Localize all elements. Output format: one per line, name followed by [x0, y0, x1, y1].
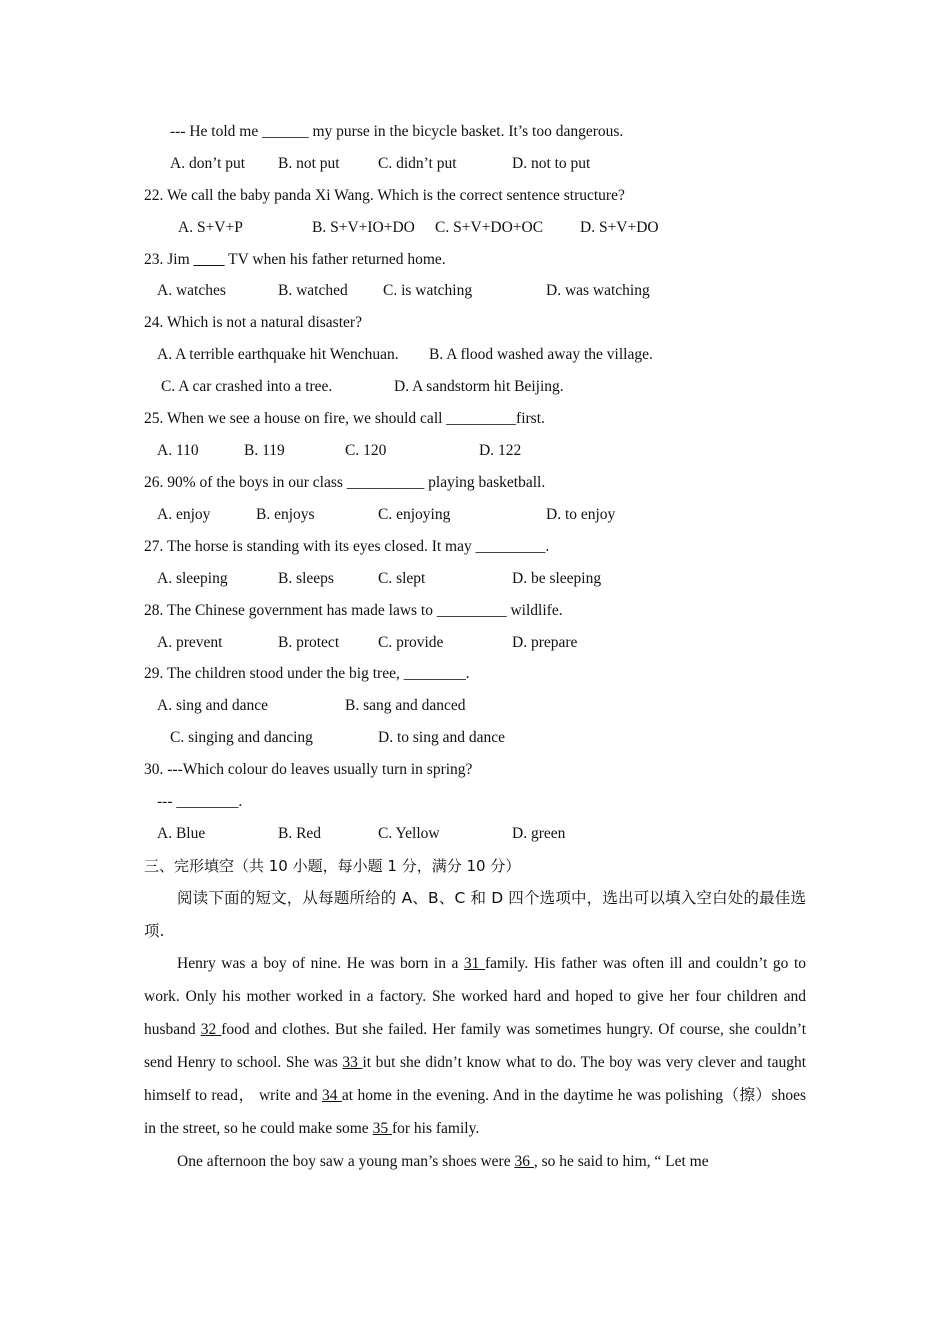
q23-option-d: D. was watching	[546, 282, 650, 299]
q29-option-d: D. to sing and dance	[378, 729, 505, 746]
q30-option-c: C. Yellow	[378, 825, 440, 842]
p1-text-6: for his family.	[391, 1120, 480, 1137]
q27-option-c: C. slept	[378, 570, 426, 587]
section3-instruction-block	[144, 882, 806, 948]
passage-paragraph-1	[144, 947, 806, 1145]
q30-option-b: B. Red	[278, 825, 322, 842]
q21-stem: --- He told me ______ my purse in the bicycle basket. It’s too dangerous.	[170, 123, 624, 140]
q22-stem: 22. We call the baby panda Xi Wang. Which is the correct sentence structure?	[144, 187, 625, 204]
q22-option-b: B. S+V+IO+DO	[312, 219, 415, 236]
q27-option-d: D. be sleeping	[512, 570, 602, 587]
q28-stem: 28. The Chinese government has made laws to _________ wildlife.	[144, 602, 563, 619]
q25-option-a: A. 110	[157, 442, 199, 459]
q24-option-d: D. A sandstorm hit Beijing.	[394, 378, 564, 395]
q22-option-c: C. S+V+DO+OC	[435, 219, 544, 236]
q25-stem: 25. When we see a house on fire, we should call _________first.	[144, 410, 545, 427]
q27-option-b: B. sleeps	[278, 570, 334, 587]
q25-option-d: D. 122	[479, 442, 522, 459]
blank-31: 31	[463, 955, 485, 972]
q26-stem: 26. 90% of the boys in our class __________ playing basketball.	[144, 474, 546, 491]
p1-text-4: it but she didn’t know what to do. The boy was very clever and taught himself to read， write and	[144, 1054, 807, 1104]
q30-option-a: A. Blue	[157, 825, 206, 842]
q28-option-d: D. prepare	[512, 634, 578, 651]
q21-option-b: B. not put	[278, 155, 340, 172]
q24-option-b: B. A flood washed away the village.	[429, 346, 653, 363]
q30-stem: 30. ---Which colour do leaves usually turn in spring?	[144, 761, 473, 778]
q30-answer-line: --- ________.	[157, 793, 243, 810]
blank-33: 33	[342, 1054, 363, 1071]
q23-stem-pre: 23. Jim	[144, 251, 194, 268]
q23-stem-post: TV when his father returned home.	[224, 251, 446, 268]
q28-option-c: C. provide	[378, 634, 444, 651]
q21-option-a: A. don’t put	[170, 155, 246, 172]
q24-stem: 24. Which is not a natural disaster?	[144, 314, 362, 331]
q29-option-a: A. sing and dance	[157, 697, 269, 714]
q28-option-a: A. prevent	[157, 634, 223, 651]
q24-option-c: C. A car crashed into a tree.	[161, 378, 333, 395]
q22-option-d: D. S+V+DO	[580, 219, 659, 236]
q26-option-a: A. enjoy	[157, 506, 211, 523]
q25-option-b: B. 119	[244, 442, 285, 459]
q23-option-b: B. watched	[278, 282, 348, 299]
blank-36: 36	[514, 1153, 534, 1170]
q23-option-c: C. is watching	[383, 282, 473, 299]
q26-option-d: D. to enjoy	[546, 506, 616, 523]
p2-text-2: , so he said to him, “ Let me	[533, 1153, 709, 1170]
q22-option-a: A. S+V+P	[178, 219, 243, 236]
blank-34: 34	[321, 1087, 342, 1104]
q29-stem: 29. The children stood under the big tree, ________.	[144, 665, 470, 682]
q29-option-c: C. singing and dancing	[170, 729, 313, 746]
q27-option-a: A. sleeping	[157, 570, 228, 587]
blank-35: 35	[372, 1120, 392, 1137]
q26-option-c: C. enjoying	[378, 506, 451, 523]
q21-option-d: D. not to put	[512, 155, 591, 172]
q24-option-a: A. A terrible earthquake hit Wenchuan.	[157, 346, 399, 363]
p2-text-1: One afternoon the boy saw a young man’s shoes were	[177, 1153, 515, 1170]
passage-paragraph-2	[144, 1145, 806, 1178]
q23-option-a: A. watches	[157, 282, 226, 299]
section3-instruction: 阅读下面的短文，从每题所给的 A、B、C 和 D 四个选项中，选出可以填入空白处的最佳选项.	[144, 889, 806, 940]
p1-text-5: at home in the evening. And in the daytime he was polishing（擦）shoes in the street, so he could make some	[144, 1087, 807, 1137]
q26-option-b: B. enjoys	[256, 506, 315, 523]
section3-heading: 三、完形填空（共 10 小题，每小题 1 分，满分 10 分）	[144, 857, 521, 875]
q29-option-b: B. sang and danced	[345, 697, 466, 714]
q30-option-d: D. green	[512, 825, 566, 842]
p1-text-3: food and clothes. But she failed. Her family was sometimes hungry. Of course, she couldn’t send Henry to school. She was	[144, 1021, 807, 1071]
q27-stem: 27. The horse is standing with its eyes closed. It may _________.	[144, 538, 550, 555]
q23-blank: ____	[193, 251, 225, 268]
p1-text-2: family. His father was often ill and couldn’t go to work. Only his mother worked in a factory. She worked hard and hoped to give her four children and husband	[144, 955, 807, 1038]
q23-stem	[144, 250, 446, 270]
q28-option-b: B. protect	[278, 634, 340, 651]
q25-option-c: C. 120	[345, 442, 387, 459]
blank-32: 32	[200, 1021, 222, 1038]
p1-text-1: Henry was a boy of nine. He was born in a	[177, 955, 464, 972]
q21-option-c: C. didn’t put	[378, 155, 457, 172]
cloze-passage	[144, 947, 806, 1178]
